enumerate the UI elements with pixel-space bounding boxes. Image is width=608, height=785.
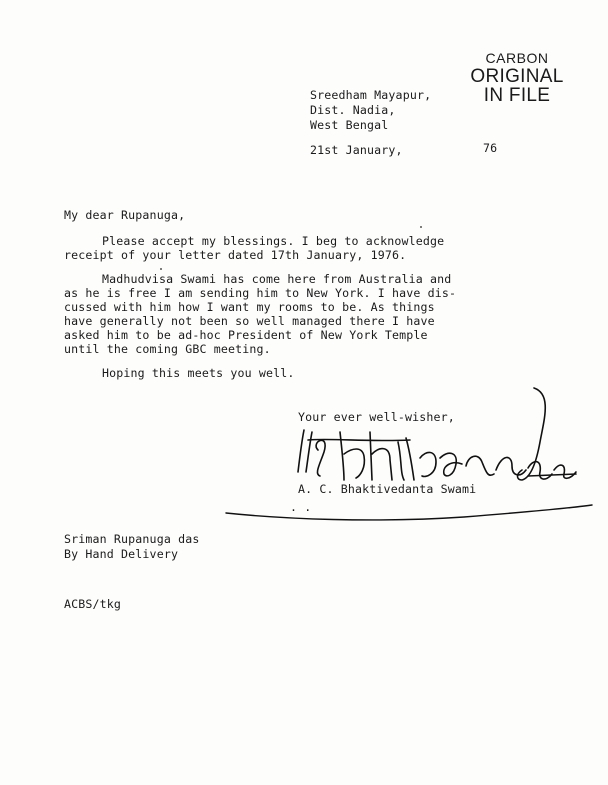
paragraph-1-line-1: Please accept my blessings. I beg to acknowledge bbox=[102, 234, 445, 248]
closing-line: Your ever well-wisher, bbox=[298, 410, 455, 424]
address-line-3: West Bengal bbox=[310, 118, 389, 132]
signatory-initials-mark: . . bbox=[290, 500, 312, 514]
scan-speck bbox=[420, 226, 422, 228]
paragraph-2-line-4: have generally not been so well managed there I have bbox=[64, 314, 435, 328]
recipient-line-1: Sriman Rupanuga das bbox=[64, 532, 200, 546]
paragraph-1-line-2: receipt of your letter dated 17th January, 1976. bbox=[64, 248, 407, 262]
in-file-stamp-label: IN FILE bbox=[483, 85, 551, 106]
paragraph-2-line-2: as he is free I am sending him to New York. I have dis- bbox=[64, 286, 457, 300]
salutation: My dear Rupanuga, bbox=[64, 208, 186, 222]
recipient-line-2: By Hand Delivery bbox=[64, 547, 179, 561]
reference-initials: ACBS/tkg bbox=[64, 597, 122, 611]
paragraph-2-line-6: until the coming GBC meeting. bbox=[64, 342, 271, 356]
paragraph-2-line-5: asked him to be ad-hoc President of New York Temple bbox=[64, 328, 428, 342]
address-line-1: Sreedham Mayapur, bbox=[310, 88, 432, 102]
address-line-2: Dist. Nadia, bbox=[310, 103, 396, 117]
signatory-name: A. C. Bhaktivedanta Swami bbox=[298, 482, 477, 496]
paragraph-2-line-3: cussed with him how I want my rooms to be. As things bbox=[64, 300, 435, 314]
scan-speck bbox=[160, 268, 162, 270]
carbon-stamp-label: CARBON bbox=[485, 50, 549, 66]
original-stamp-label: ORIGINAL bbox=[470, 66, 564, 87]
paragraph-2-line-1: Madhudvisa Swami has come here from Australia and bbox=[102, 272, 452, 286]
signature-underline bbox=[224, 495, 594, 535]
letter-year: 76 bbox=[483, 141, 498, 155]
paragraph-3: Hoping this meets you well. bbox=[102, 366, 295, 380]
letter-date: 21st January, bbox=[310, 143, 403, 157]
